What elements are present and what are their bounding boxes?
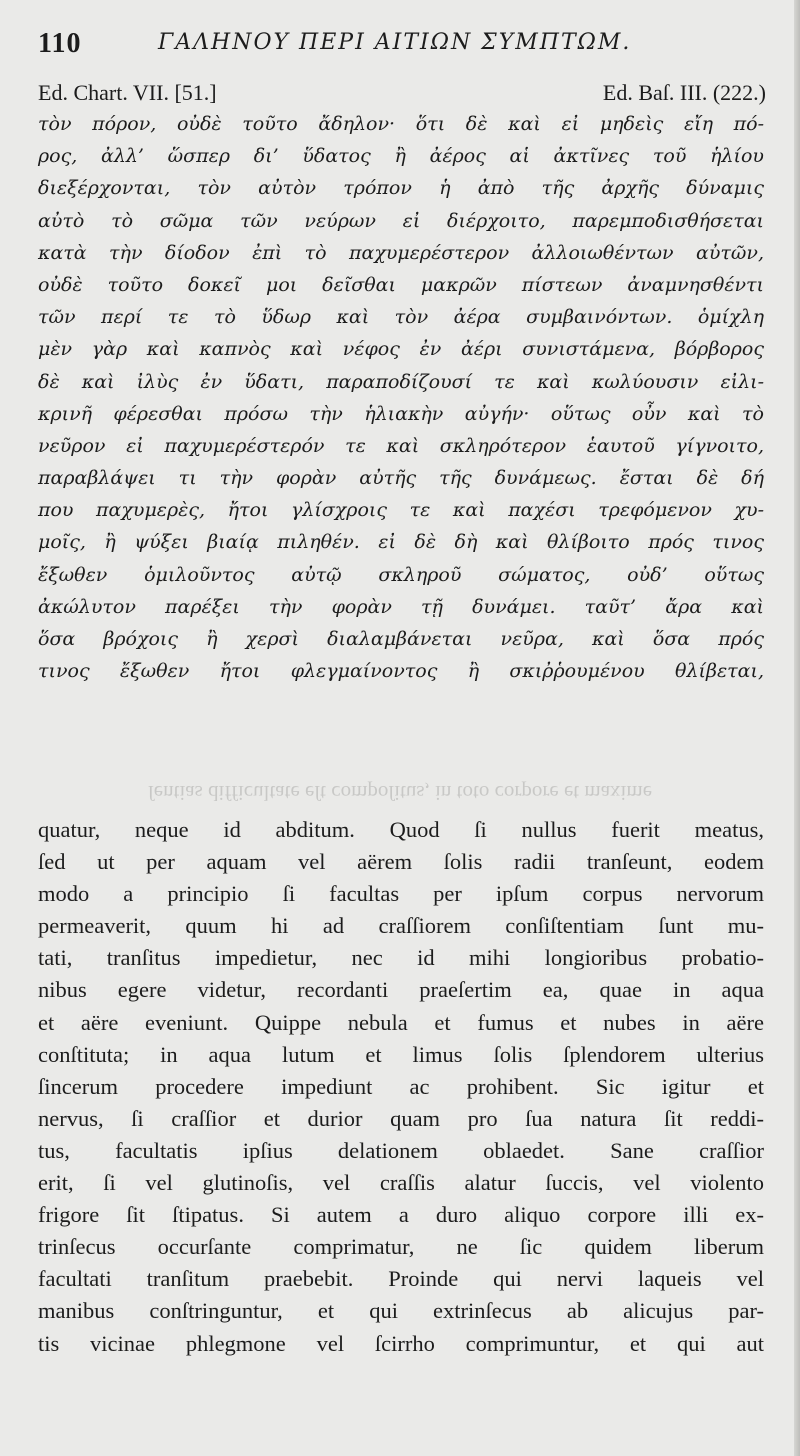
latin-text-line: manibus conſtringuntur, et qui extrinſecus ab alicujus par- [38, 1298, 764, 1324]
edition-references [38, 80, 766, 108]
greek-text-line: κρινῆ φέρεσθαι πρόσω τὴν ἡλιακὴν αὐγήν· οὕτως οὖν καὶ τὸ [38, 402, 764, 425]
edition-reference-chartier: Ed. Chart. VII. [51.] [38, 80, 217, 105]
latin-text-line: conſtituta; in aqua lutum et limus ſolis ſplendorem ulterius [38, 1041, 764, 1067]
latin-text-line: trinſecus occurſante comprimatur, ne ſic quidem liberum [38, 1234, 764, 1260]
greek-text-line: τινος ἔξωθεν ἤτοι φλεγμαίνοντος ἢ σκιῤῥουμένου θλίβεται, [38, 660, 764, 683]
latin-text-line: frigore ſit ſtipatus. Si autem a duro aliquo corpore illi ex- [38, 1202, 764, 1228]
greek-text-line: νεῦρον εἰ παχυμερέστερόν τε καὶ σκληρότερον ἑαυτοῦ γίγνοιτο, [38, 434, 764, 457]
latin-text-line: nibus egere videtur, recordanti praeſertim ea, quae in aqua [38, 977, 764, 1003]
greek-text-line: μοῖς, ἢ ψύξει βιαίᾳ πιληθέν. εἰ δὲ δὴ καὶ θλίβοιτο πρός τινος [38, 531, 764, 554]
show-through-text: ſentias difficultate eſt compoſitus, in toto corpore et maxime [147, 781, 653, 805]
latin-text-line: ſincerum procedere impediunt ac prohibent. Sic igitur et [38, 1073, 764, 1099]
greek-text-line: ἀκώλυτον παρέξει τὴν φορὰν τῇ δυνάμει. ταῦτ’ ἄρα καὶ [38, 595, 764, 618]
greek-text-line: παραβλάψει τι τὴν φορὰν αὐτῆς τῆς δυνάμεως. ἔσται δὲ δή [38, 467, 764, 490]
greek-text-line: αὐτὸ τὸ σῶμα τῶν νεύρων εἰ διέρχοιτο, παρεμποδισθήσεται [38, 209, 764, 232]
latin-text-line: modo a principio ſi facultas per ipſum corpus nervorum [38, 881, 764, 907]
greek-text-line: τὸν πόρον, οὐδὲ τοῦτο ἄδηλον· ὅτι δὲ καὶ εἰ μηδεὶς εἴη πό- [38, 113, 764, 135]
greek-text-line: τῶν περί τε τὸ ὕδωρ καὶ τὸν ἀέρα συμβαινόντων. ὁμίχλη [38, 306, 764, 329]
latin-text-line: permeaverit, quum hi ad craſſiorem conſiſtentiam ſunt mu- [38, 913, 764, 939]
latin-text-line: facultati tranſitum praebebit. Proinde qui nervi laqueis vel [38, 1266, 764, 1292]
latin-text-line: nervus, ſi craſſior et durior quam pro ſua natura ſit reddi- [38, 1105, 764, 1131]
greek-text-line: ρος, ἀλλ’ ὥσπερ δι’ ὕδατος ἢ ἀέρος αἱ ἀκτῖνες τοῦ ἡλίου [38, 145, 764, 168]
greek-text-line: οὐδὲ τοῦτο δοκεῖ μοι δεῖσθαι μακρῶν πίστεων ἀναμνησθέντι [38, 273, 764, 296]
running-head [38, 28, 764, 68]
greek-text-line: διεξέρχονται, τὸν αὐτὸν τρόπον ἡ ἀπὸ τῆς ἀρχῆς δύναμις [38, 177, 764, 200]
latin-text-line: tati, tranſitus impedietur, nec id mihi longioribus probatio- [38, 945, 764, 971]
latin-text-line: ſed ut per aquam vel aërem ſolis radii tranſeunt, eodem [38, 849, 764, 875]
greek-text-block [38, 108, 764, 687]
latin-text-line: tus, facultatis ipſius delationem oblaedet. Sane craſſior [38, 1137, 764, 1163]
latin-text-line: quatur, neque id abditum. Quod ſi nullus fuerit meatus, [38, 817, 764, 842]
greek-text-line: κατὰ τὴν δίοδον ἐπὶ τὸ παχυμερέστερον ἀλλοιωθέντων αὐτῶν, [38, 241, 764, 264]
latin-text-block [38, 814, 764, 1360]
latin-text-line: et aëre eveniunt. Quippe nebula et fumus et nubes in aëre [38, 1009, 764, 1035]
page-edge-shadow [794, 0, 800, 1456]
latin-text-line: tis vicinae phlegmone vel ſcirrho comprimuntur, et qui aut [38, 1330, 764, 1356]
latin-text-line: erit, ſi vel glutinoſis, vel craſſis alatur ſuccis, vel violento [38, 1170, 764, 1196]
greek-text-line: μὲν γὰρ καὶ καπνὸς καὶ νέφος ἐν ἀέρι συνιστάμενα, βόρβορος [38, 338, 764, 361]
running-title: ΓΑΛΗΝΟΥ ΠΕΡΙ ΑΙΤΙΩΝ ΣΥΜΠΤΩΜ. [158, 30, 632, 55]
page-number: 110 [38, 28, 82, 59]
edition-reference-basel: Ed. Baſ. III. (222.) [602, 80, 766, 105]
greek-text-line: που παχυμερὲς, ἤτοι γλίσχροις τε καὶ παχέσι τρεφόμενον χυ- [38, 499, 764, 522]
greek-text-line: δὲ καὶ ἰλὺς ἐν ὕδατι, παραποδίζουσί τε καὶ κωλύουσιν εἰλι- [38, 370, 764, 393]
greek-text-line: ὅσα βρόχοις ἢ χερσὶ διαλαμβάνεται νεῦρα, καὶ ὅσα πρός [38, 628, 764, 650]
greek-text-line: ἔξωθεν ὁμιλοῦντος αὐτῷ σκληροῦ σώματος, οὐδ’ οὕτως [38, 563, 764, 586]
